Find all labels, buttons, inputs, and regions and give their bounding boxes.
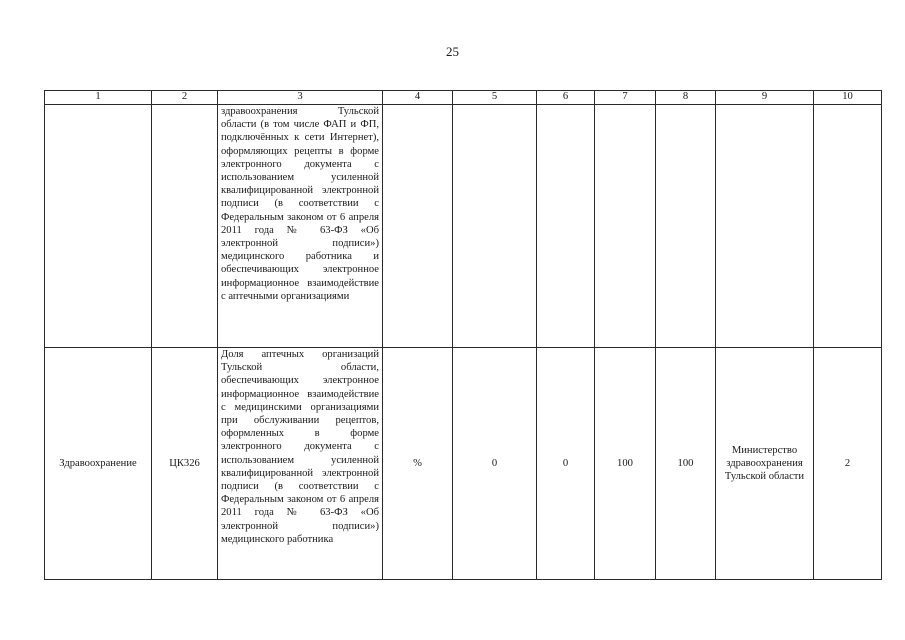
table-cell xyxy=(716,105,814,348)
value-cell: 2 xyxy=(814,348,882,580)
indicator-table xyxy=(44,90,882,580)
table-cell xyxy=(814,105,882,348)
table-cell xyxy=(383,105,453,348)
indicator-description: Доля аптечных организаций Тульской области, обеспечивающих электронное информационное взаимодействие с медицинскими организациями при обслуживании рецептов, оформленных в форме электронного документа с использованием усиленной квалифицированной электронной подписи (в соответствии с Федеральным законом от 6 апреля 2011 года № 63-ФЗ «Об электронной подписи») медицинского работника xyxy=(218,348,383,580)
column-number: 3 xyxy=(218,91,383,105)
page-number: 25 xyxy=(446,44,459,59)
code-cell: ЦК326 xyxy=(152,348,218,580)
column-number: 10 xyxy=(814,91,882,105)
table-cell xyxy=(453,105,537,348)
column-number: 9 xyxy=(716,91,814,105)
unit-cell: % xyxy=(383,348,453,580)
responsible-cell: Министерство здравоохранения Тульской области xyxy=(716,348,814,580)
column-number: 1 xyxy=(45,91,152,105)
indicator-description: здравоохранения Тульской области (в том числе ФАП и ФП, подключённых к сети Интернет), оформляющих рецепты в форме электронного документа с использованием усиленной квалифицированной электронной подписи (в соответствии с Федеральным законом от 6 апреля 2011 года № 63-ФЗ «Об электронной подписи») медицинского работника и обеспечивающих электронное информационное взаимодействие с аптечными организациями xyxy=(218,105,383,348)
table-row xyxy=(45,105,882,348)
table-cell xyxy=(656,105,716,348)
column-number: 5 xyxy=(453,91,537,105)
value-cell: 0 xyxy=(453,348,537,580)
column-number: 2 xyxy=(152,91,218,105)
table-cell xyxy=(595,105,656,348)
column-number-row xyxy=(45,91,882,105)
table-row xyxy=(45,348,882,580)
value-cell: 100 xyxy=(595,348,656,580)
sector-cell: Здравоохранение xyxy=(45,348,152,580)
table-cell xyxy=(45,105,152,348)
column-number: 4 xyxy=(383,91,453,105)
table-cell xyxy=(152,105,218,348)
value-cell: 100 xyxy=(656,348,716,580)
column-number: 7 xyxy=(595,91,656,105)
column-number: 6 xyxy=(537,91,595,105)
value-cell: 0 xyxy=(537,348,595,580)
column-number: 8 xyxy=(656,91,716,105)
table-cell xyxy=(537,105,595,348)
